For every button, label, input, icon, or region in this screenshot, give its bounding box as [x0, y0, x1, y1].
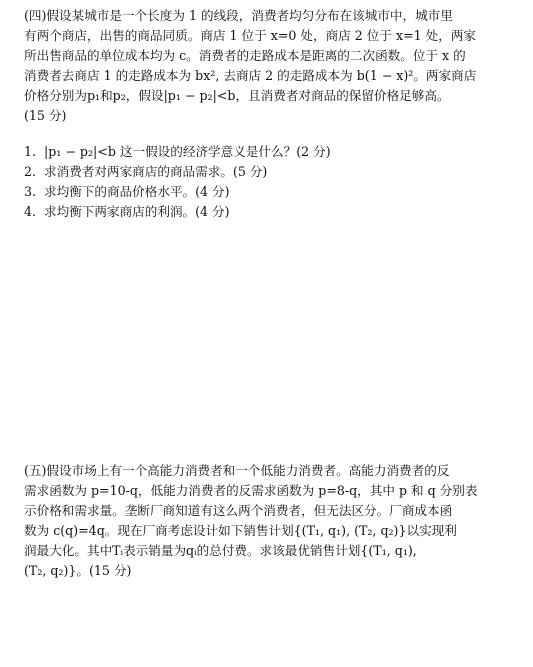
text-line: 消费者去商店 1 的走路成本为 bx², 去商店 2 的走路成本为 b(1 − x)²。两家商店 — [24, 68, 477, 83]
text-line: 价格分别为p₁和p₂，假设|p₁ − p₂|<b，且消费者对商品的保留价格足够高。 — [24, 88, 450, 103]
problem-four-questions — [24, 142, 504, 222]
text-line: (T₂, q₂)}。(15 分) — [24, 563, 132, 578]
question-item — [24, 202, 504, 222]
question-text: 求消费者对两家商店的商品需求。(5 分) — [44, 164, 268, 179]
problem-four-statement — [24, 6, 509, 126]
question-item — [24, 182, 504, 202]
text-line: 所出售商品的单位成本均为 c。消费者的走路成本是距离的二次函数。位于 x 的 — [24, 48, 466, 63]
text-line: 需求函数为 p=10-q，低能力消费者的反需求函数为 p=8-q，其中 p 和 q 分别表 — [24, 483, 478, 498]
question-item — [24, 162, 504, 182]
text-line: (15 分) — [24, 108, 67, 123]
question-text: |p₁ − p₂|<b 这一假设的经济学意义是什么？(2 分) — [44, 144, 331, 159]
text-line: 有两个商店，出售的商品同质。商店 1 位于 x=0 处，商店 2 位于 x=1 处，两家 — [24, 28, 477, 43]
text-line: 润最大化。其中Tᵢ表示销量为qᵢ的总付费。求该最优销售计划{(T₁, q₁), — [24, 543, 417, 558]
text-line: (四)假设某城市是一个长度为 1 的线段，消费者均匀分布在该城市中，城市里 — [24, 8, 453, 23]
text-line: (五)假设市场上有一个高能力消费者和一个低能力消费者。高能力消费者的反 — [24, 463, 450, 478]
question-text: 求均衡下两家商店的利润。(4 分) — [44, 204, 230, 219]
question-text: 求均衡下的商品价格水平。(4 分) — [44, 184, 230, 199]
problem-five-statement — [24, 461, 509, 581]
question-number: 3. — [24, 184, 37, 199]
question-number: 4. — [24, 204, 37, 219]
question-item — [24, 142, 504, 162]
question-number: 2. — [24, 164, 37, 179]
text-line: 示价格和需求量。垄断厂商知道有这么两个消费者，但无法区分。厂商成本函 — [24, 503, 453, 518]
text-line: 数为 c(q)=4q。现在厂商考虑设计如下销售计划{(T₁, q₁), (T₂, q₂)}以实现利 — [24, 523, 457, 538]
question-number: 1. — [24, 144, 37, 159]
